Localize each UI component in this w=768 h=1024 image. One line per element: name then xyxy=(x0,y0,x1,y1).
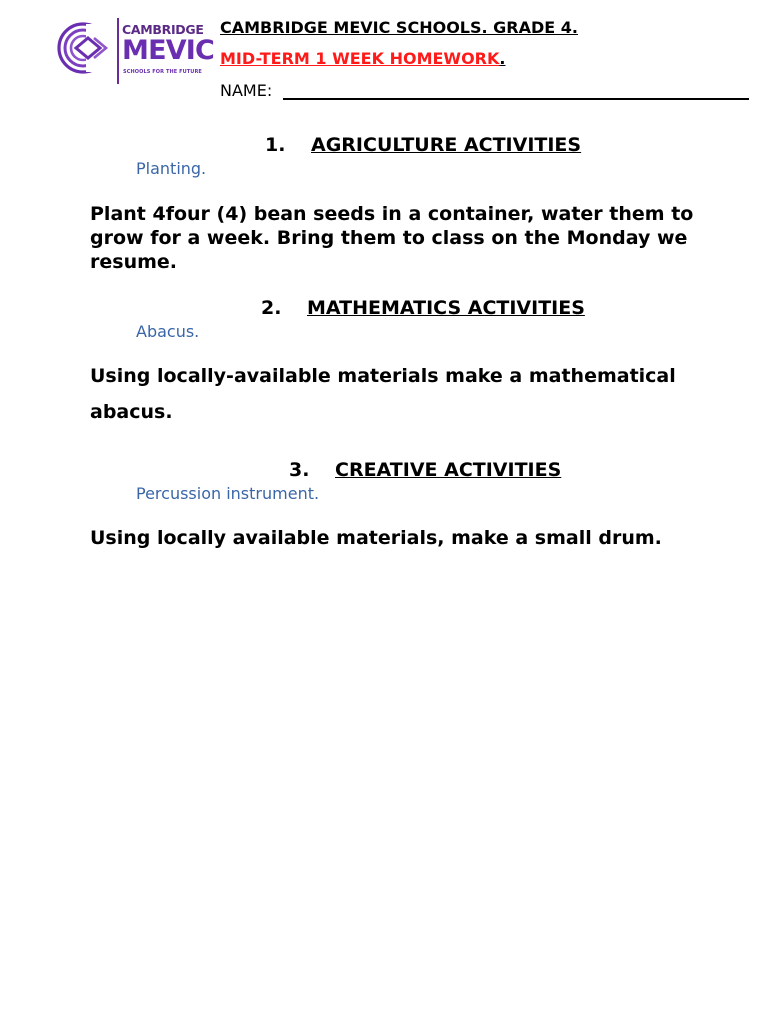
section-1-heading xyxy=(265,134,581,156)
section-1-title: AGRICULTURE ACTIVITIES xyxy=(311,134,582,156)
section-3-title: CREATIVE ACTIVITIES xyxy=(335,459,562,481)
name-label: NAME: xyxy=(220,81,273,100)
homework-title-text: MID-TERM 1 WEEK HOMEWORK xyxy=(220,49,500,68)
section-3-number: 3. xyxy=(289,459,310,481)
section-1-task: Plant 4four (4) bean seeds in a container, water them to grow for a week. Bring them to class on the Monday we resume. xyxy=(90,203,694,273)
section-2-number: 2. xyxy=(261,297,282,319)
section-1-number: 1. xyxy=(265,134,286,156)
homework-title-period: . xyxy=(499,49,506,68)
school-logo xyxy=(56,16,215,86)
homework-title xyxy=(220,49,505,68)
section-2-title: MATHEMATICS ACTIVITIES xyxy=(307,297,585,319)
section-3-subtitle: Percussion instrument. xyxy=(136,484,320,503)
logo-text-cambridge: CAMBRIDGE xyxy=(122,22,204,37)
section-3-task: Using locally available materials, make a small drum. xyxy=(90,527,662,549)
logo-text-mevic: MEVIC xyxy=(122,35,215,66)
section-2-task-line-1: Using locally-available materials make a mathematical xyxy=(90,365,676,387)
school-grade-title: CAMBRIDGE MEVIC SCHOOLS. GRADE 4. xyxy=(220,18,578,37)
section-1-subtitle: Planting. xyxy=(136,159,207,178)
section-2-subtitle: Abacus. xyxy=(136,322,200,341)
section-2-heading xyxy=(261,297,585,319)
section-3-heading xyxy=(289,459,561,481)
section-2-task-line-2: abacus. xyxy=(90,401,173,423)
school-logo-mark-icon xyxy=(56,20,112,76)
logo-tagline: SCHOOLS FOR THE FUTURE xyxy=(123,69,202,75)
name-blank-line[interactable] xyxy=(283,98,749,100)
logo-divider xyxy=(117,18,119,84)
